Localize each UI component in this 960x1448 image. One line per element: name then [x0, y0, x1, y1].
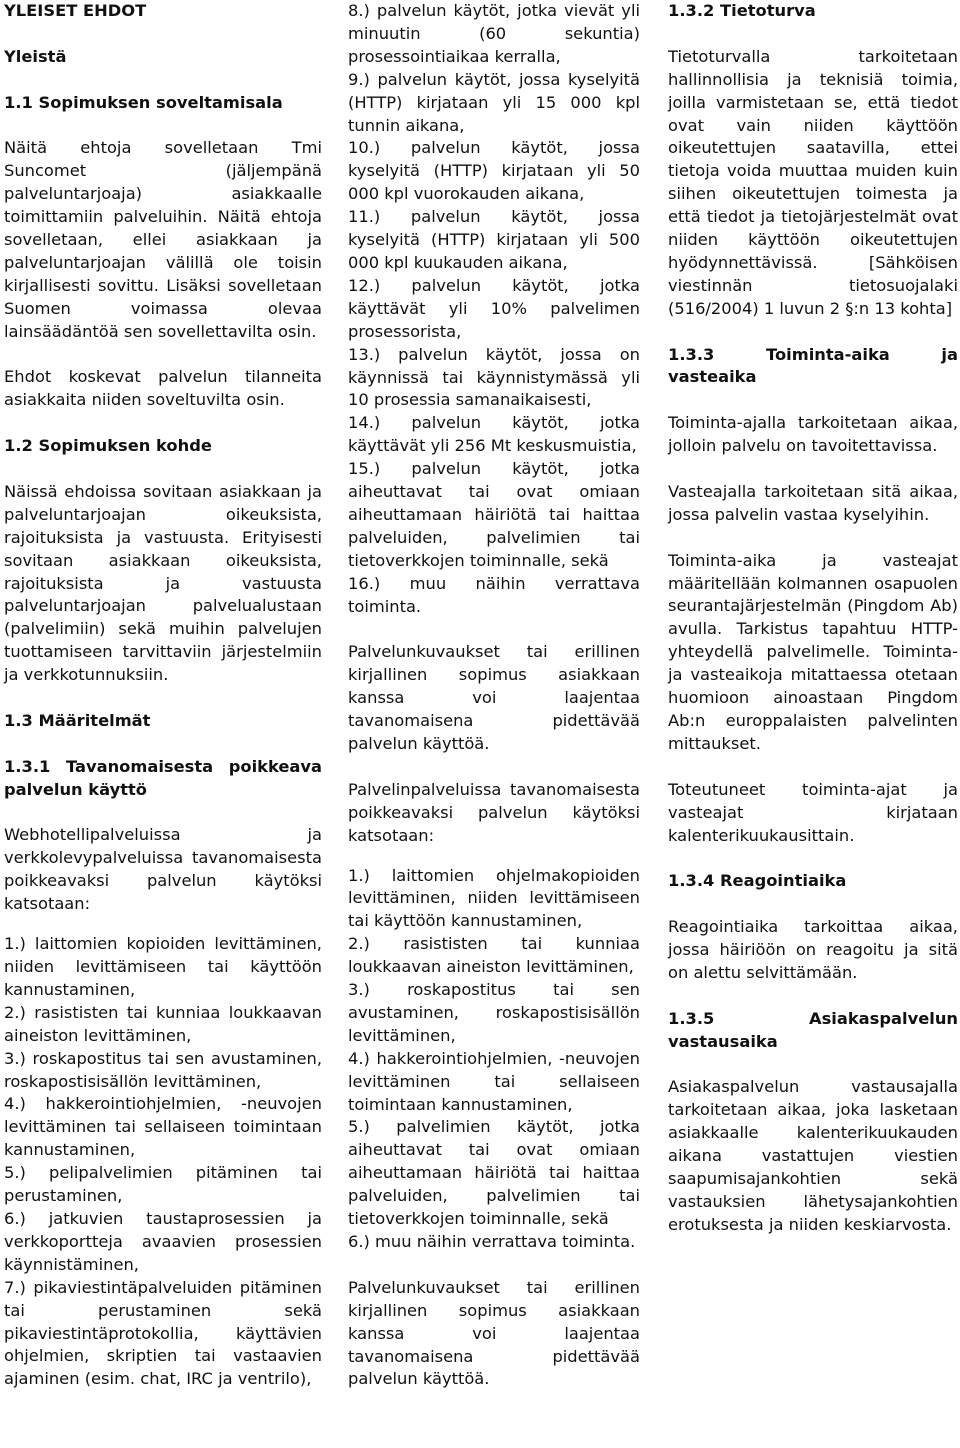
paragraph-1-3-3-response: Vasteajalla tarkoitetaan sitä aikaa, jossa palvelin vastaa kyselyihin. — [668, 481, 958, 524]
column-2 — [348, 0, 640, 1391]
paragraph-1-3-3-reporting: Toteutuneet toiminta-ajat ja vasteajat kirjataan kalenterikuukausittain. — [668, 779, 958, 845]
paragraph-1-3-5: Asiakaspalvelun vastausajalla tarkoitetaan aikaa, joka lasketaan asiakkaalle kalenterikuukauden aikana vastattujen viestien saapumisajankohtien sekä vastauksien lähetysajankohtien erotuksesta ja niiden keskiarvosta. — [668, 1077, 958, 1234]
column-1 — [4, 0, 322, 1391]
list-webhotel-violations-continued: 8.) palvelun käytöt, jotka vievät yli minuutin (60 sekuntia) prosessointiaikaa kerralla, 9.) palvelun käytöt, jossa kyselyitä (HTTP) kirjataan yli 15 000 kpl tunnin aikana, 10.) palvelun käytöt, jossa kyselyitä (HTTP) kirjataan yli 50 000 kpl vuorokauden aikana, 11.) palvelun käytöt, jossa kyselyitä (HTTP) kirjataan yli 500 000 kpl kuukauden aikana, 12.) palvelun käytöt, jotka käyttävät yli 10% palvelimen prosessorista, 13.) palvelun käytöt, jossa on käynnissä tai käynnistymässä yli 10 prosessia samanaikaisesti, 14.) palvelun käytöt, jotka käyttävät yli 256 Mt keskusmuistia, 15.) palvelun käytöt, jotka aiheuttavat tai ovat omiaan aiheuttamaan häiriötä tai haittaa palveluiden, palvelimien tai tietoverkkojen toiminnalle, sekä 16.) muu näihin verrattava toiminta. — [348, 1, 640, 616]
paragraph-1-3-3-measurement: Toiminta-aika ja vasteajat määritellään kolmannen osapuolen seurantajärjestelmän (Pingdom Ab) avulla. Tarkistus tapahtuu HTTP-yhteydellä palvelimelle. Toiminta- ja vasteaikoja mitattaessa otetaan huomioon ainoastaan Pingdom Ab:n europpalaisten palvelinten mittaukset. — [668, 550, 958, 753]
list-server-violations: 1.) laittomien ohjelmakopioiden levittäminen, niiden levittämiseen tai käyttöön kannustaminen, 2.) rasististen tai kunniaa loukkaavan aineiston levittäminen, 3.) roskapostitus tai sen avustaminen, roskapostisisällön levittäminen, 4.) hakkerointiohjelmien, -neuvojen levittäminen tai sellaiseen toimintaan kannustaminen, 5.) palvelimien käytöt, jotka aiheuttavat tai ovat omiaan aiheuttamaan häiriötä tai haittaa palveluiden, palvelimien tai tietoverkkojen toiminnalle, sekä 6.) muu näihin verrattava toiminta. — [348, 865, 640, 1251]
heading-1-3: 1.3 Määritelmät — [4, 710, 151, 730]
paragraph-1-3-3-uptime: Toiminta-ajalla tarkoitetaan aikaa, jolloin palvelu on tavoitettavissa. — [668, 413, 958, 456]
paragraph-1-1-customers: Ehdot koskevat palvelun tilanneita asiakkaita niiden soveltuvilta osin. — [4, 367, 322, 410]
paragraph-1-3-4: Reagointiaika tarkoittaa aikaa, jossa häiriöön on reagoitu ja sitä on alettu selvittämään. — [668, 917, 958, 982]
list-webhotel-violations: 1.) laittomien kopioiden levittäminen, niiden levittämiseen tai käyttöön kannustaminen, 2.) rasististen tai kunniaa loukkaavan aineiston levittäminen, 3.) roskapostitus tai sen avustaminen, roskapostisisällön levittäminen, 4.) hakkerointiohjelmien, -neuvojen levittäminen tai sellaiseen toimintaan kannustaminen, 5.) pelipalvelimien pitäminen tai perustaminen, 6.) jatkuvien taustaprosessien ja verkkoportteja avaavien prosessien käynnistäminen, 7.) pikaviestintäpalveluiden pitäminen tai perustaminen sekä pikaviestintäprotokollia, käyttävien ohjelmien, skriptien tai vastaavien ajaminen (esim. chat, IRC ja ventrilo), — [4, 934, 322, 1389]
heading-1-3-1: 1.3.1 Tavanomaisesta poikkeava palvelun käyttö — [4, 756, 322, 799]
paragraph-server-services: Palvelinpalveluissa tavanomaisesta poikkeavaksi palvelun käytöksi katsotaan: — [348, 779, 640, 845]
paragraph-service-descriptions-2: Palvelunkuvaukset tai erillinen kirjallinen sopimus asiakkaan kanssa voi laajentaa tavanomaisena pidettävää palvelun käyttöä. — [348, 1277, 640, 1389]
heading-1-3-2: 1.3.2 Tietoturva — [668, 1, 816, 20]
section-heading-yleista: Yleistä — [4, 46, 67, 66]
heading-1-1: 1.1 Sopimuksen soveltamisala — [4, 92, 283, 112]
heading-1-3-5: 1.3.5 Asiakaspalvelun vastausaika — [668, 1008, 958, 1051]
paragraph-1-1-scope: Näitä ehtoja sovelletaan Tmi Suncomet (jäljempänä palveluntarjoaja) asiakkaalle toimittamiin palveluihin. Näitä ehtoja sovelletaan, ellei asiakkaan ja palveluntarjoajan välillä ole toisin kirjallisesti sovittu. Lisäksi sovelletaan Suomen voimassa olevaa lainsäädäntöä sen sovellettavilta osin. — [4, 138, 322, 341]
paragraph-1-3-2: Tietoturvalla tarkoitetaan hallinnollisia ja teknisiä toimia, joilla varmistetaan se, että tiedot ovat vain niiden käyttöön oikeutettujen saatavilla, ettei tietoja voida muuttaa muiden kuin siihen oikeutettujen toimesta ja että tiedot ja tietojärjestelmät ovat niiden käyttöön oikeutettujen hyödynnettävissä. [Sähköisen viestinnän tietosuojalaki (516/2004) 1 luvun 2 §:n 13 kohta] — [668, 46, 958, 318]
column-3 — [668, 0, 958, 1237]
document-title: YLEISET EHDOT — [4, 1, 147, 20]
paragraph-1-3-1: Webhotellipalveluissa ja verkkolevypalveluissa tavanomaisesta poikkeavaksi palvelun käytöksi katsotaan: — [4, 825, 322, 914]
heading-1-3-4: 1.3.4 Reagointiaika — [668, 871, 847, 891]
heading-1-2: 1.2 Sopimuksen kohde — [4, 436, 212, 456]
paragraph-1-2: Näissä ehdoissa sovitaan asiakkaan ja palveluntarjoajan oikeuksista, rajoituksista ja vastuusta. Erityisesti sovitaan asiakkaan oikeuksista, rajoituksista ja vastuusta palveluntarjoajan palvelualustaan (palvelimiin) sekä muihin palvelujen tuottamiseen tarvittaviin järjestelmiin ja verkkotunnuksiin. — [4, 481, 322, 685]
paragraph-service-descriptions-1: Palvelunkuvaukset tai erillinen kirjallinen sopimus asiakkaan kanssa voi laajentaa tavanomaisena pidettävää palvelun käyttöä. — [348, 642, 640, 753]
heading-1-3-3: 1.3.3 Toiminta-aika ja vasteaika — [668, 344, 958, 387]
